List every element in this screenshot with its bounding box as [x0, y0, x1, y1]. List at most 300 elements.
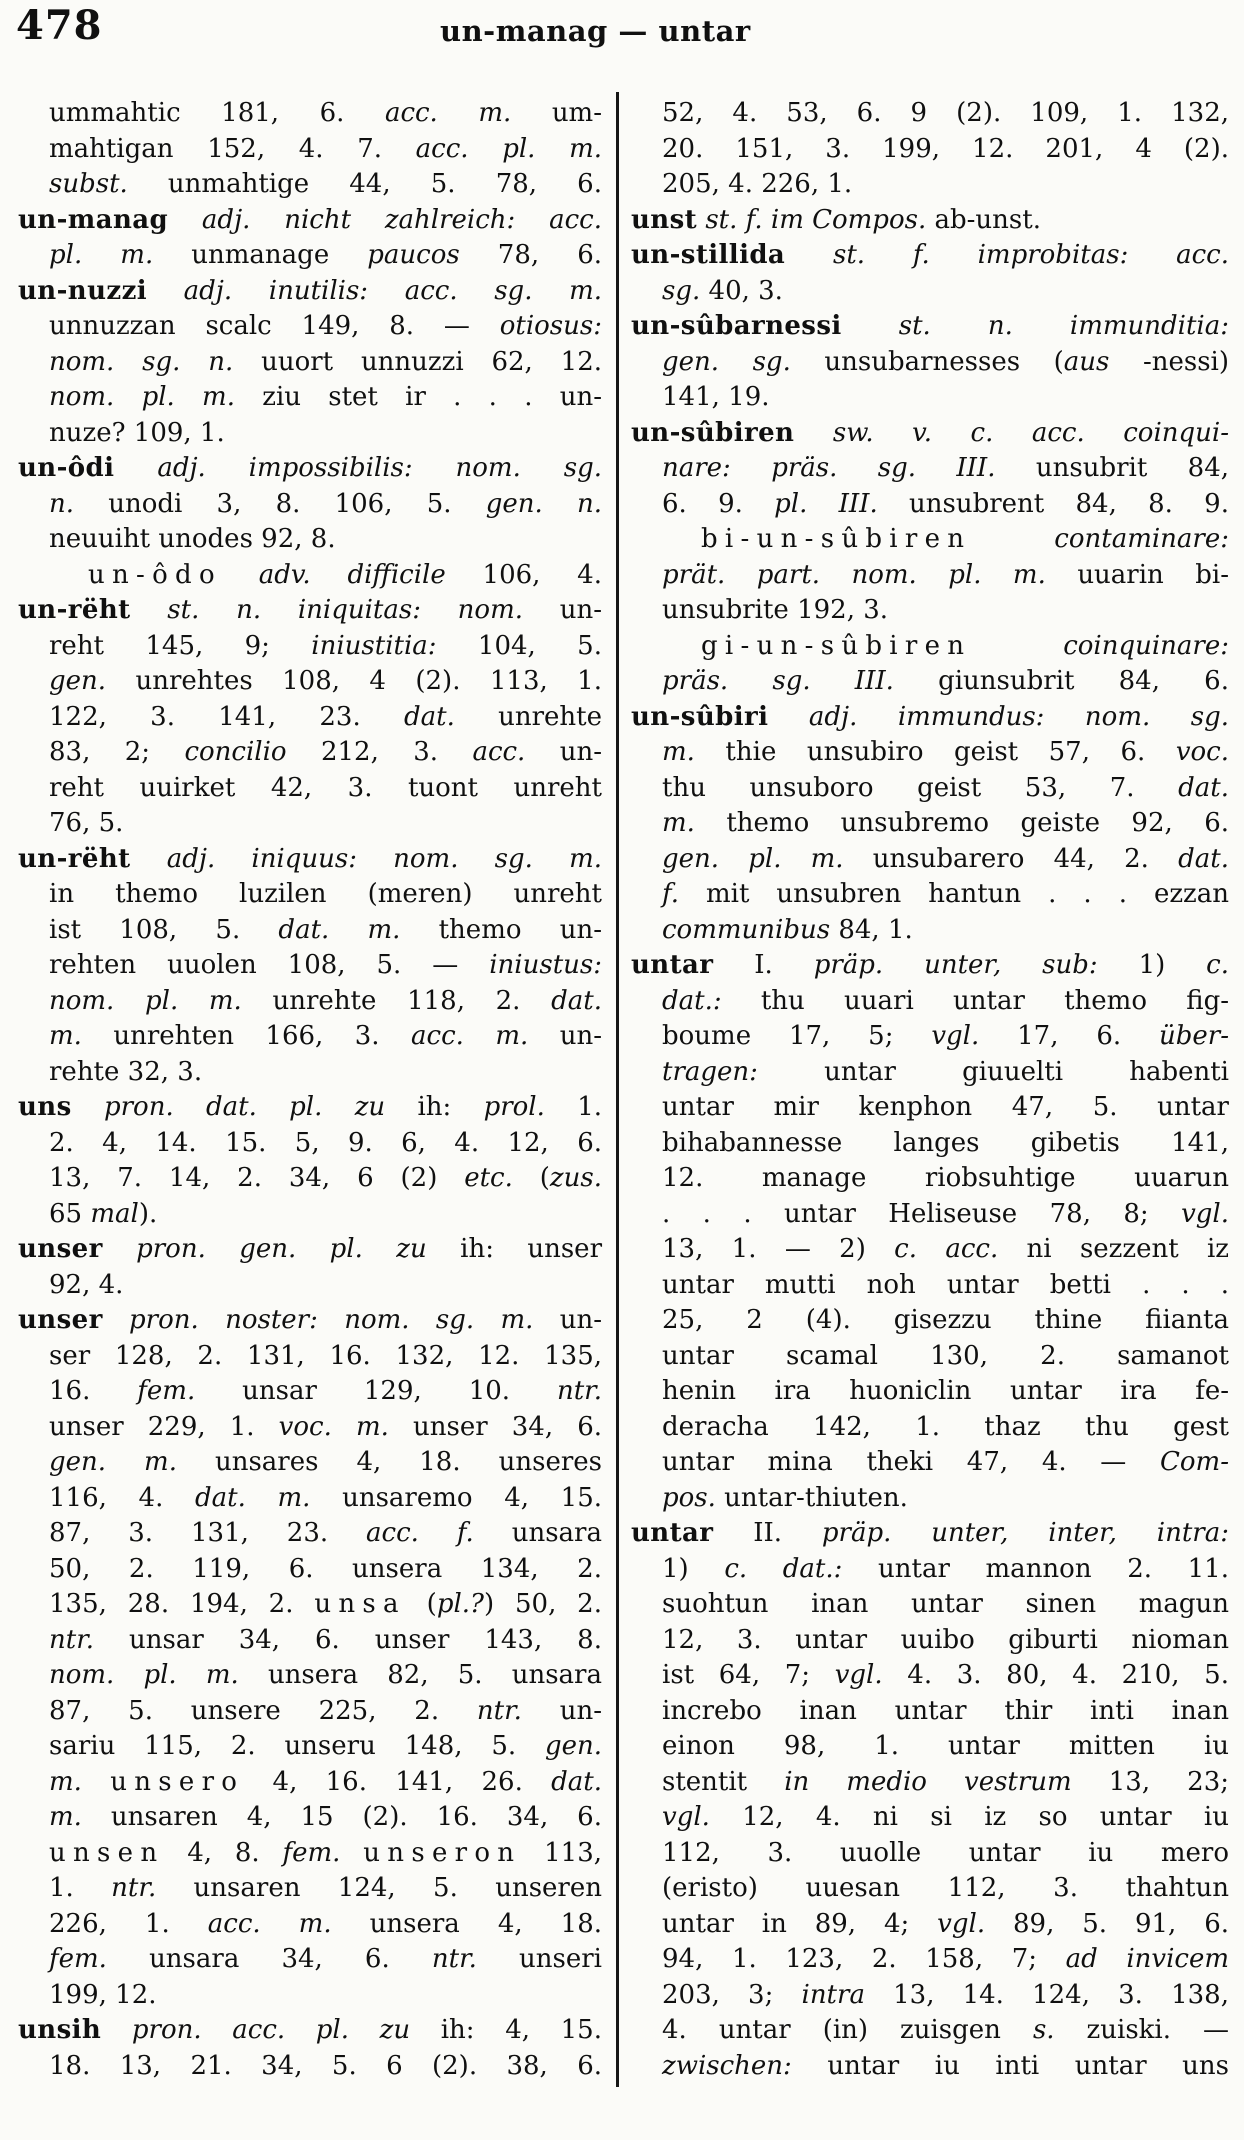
text-run: 4. untar (in) zuisgen: [662, 2015, 1033, 2045]
text-run: unsara 34, 6.: [106, 1944, 432, 1974]
text-run: untar mutti noh untar betti . . .: [662, 1269, 1229, 1300]
text-run: [131, 844, 167, 874]
text-run: unrehtes 108, 4 (2). 113, 1.: [106, 666, 602, 696]
text-run: 16.: [49, 1376, 138, 1406]
text-line: [631, 1303, 1229, 1339]
grammar-label: vgl.: [937, 1908, 986, 1939]
text-run: untar giuuelti habenti: [757, 1056, 1229, 1087]
text-line: [18, 1765, 602, 1801]
text-line: [18, 167, 602, 203]
text-line: [631, 2013, 1229, 2049]
text-run: 65: [49, 1198, 91, 1229]
text-run: thie unsubiro geist 57, 6.: [694, 737, 1176, 767]
grammar-label: intra: [801, 1979, 865, 2010]
grammar-label: fem.: [137, 1376, 196, 1406]
text-line: [18, 1410, 602, 1446]
headword: uns: [18, 1092, 72, 1122]
grammar-label: f.: [662, 879, 679, 909]
text-line: [18, 948, 602, 984]
text-line: [18, 1019, 602, 1055]
text-run: 52, 4. 53, 6. 9 (2). 109, 1. 132,: [662, 98, 1229, 128]
grammar-label: pl. m.: [49, 240, 154, 270]
spaced-word: unsen: [49, 1837, 165, 1868]
grammar-label: n.: [49, 488, 75, 519]
text-line: [18, 2049, 602, 2085]
text-run: 13, 1. — 2): [662, 1234, 895, 1264]
text-run: (eristo) uuesan 112, 3. thahtun: [662, 1873, 1229, 1903]
headword: unsih: [18, 2015, 102, 2045]
text-run: in themo luzilen (meren) unreht: [49, 879, 602, 909]
grammar-label: dat.: [551, 1766, 603, 1797]
grammar-label: gen. pl. m.: [662, 843, 844, 874]
text-line: [631, 238, 1229, 274]
text-line: [18, 380, 602, 416]
text-run: 4, 8.: [164, 1837, 283, 1868]
text-run: unmanage: [153, 240, 368, 270]
grammar-label: acc. f.: [366, 1518, 474, 1548]
text-run: 84, 1.: [830, 914, 913, 945]
text-line: [18, 842, 602, 878]
grammar-label: prät. part. nom. pl. m.: [662, 559, 1046, 590]
headword: unst: [631, 204, 698, 235]
text-run: 104, 5.: [436, 630, 602, 661]
grammar-label: pos.: [662, 1482, 716, 1513]
text-line: [631, 1339, 1229, 1375]
text-run: [114, 453, 157, 483]
grammar-label: m.: [662, 808, 695, 838]
text-line: [631, 1516, 1229, 1552]
text-line: [18, 1516, 602, 1552]
text-line: [631, 96, 1229, 132]
text-run: 113,: [521, 1837, 603, 1868]
text-run: 20. 151, 3. 199, 12. 201, 4 (2).: [662, 133, 1229, 164]
spaced-word: bi-un-sûbiren: [701, 524, 972, 554]
text-line: [18, 487, 602, 523]
text-line: [18, 451, 602, 487]
grammar-label: m.: [49, 1021, 82, 1051]
headword: un-sûbiren: [631, 417, 795, 448]
grammar-label: dat. m.: [278, 914, 401, 945]
running-header: un-manag — untar: [440, 14, 751, 48]
text-run: unrehte: [454, 701, 602, 732]
text-run: 1): [1097, 950, 1207, 980]
text-run: einon 98, 1. untar mitten iu: [662, 1731, 1229, 1761]
text-line: [631, 771, 1229, 807]
text-run: deracha 142, 1. thaz thu gest: [662, 1411, 1229, 1442]
text-run: mahtigan 152, 4. 7.: [49, 133, 416, 164]
headword: un-sûbarnessi: [631, 311, 842, 341]
text-run: unsera 82, 5. unsara: [238, 1660, 602, 1690]
text-run: [340, 1838, 363, 1868]
text-run: ser 128, 2. 131, 16. 132, 12. 135,: [49, 1340, 602, 1371]
text-line: [18, 913, 602, 949]
grammar-label: adv. difficile: [258, 559, 446, 590]
grammar-label: ntr.: [111, 1873, 157, 1903]
text-run: unsara: [473, 1518, 602, 1548]
grammar-label: adj. nicht zahlreich: acc.: [201, 204, 602, 235]
text-run: I.: [713, 950, 814, 980]
text-line: [631, 664, 1229, 700]
column-divider: [616, 92, 619, 2087]
text-run: 116, 4.: [49, 1482, 195, 1513]
text-line: [631, 451, 1229, 487]
text-run: unsubrit 84,: [995, 453, 1230, 483]
text-line: [631, 2049, 1229, 2085]
grammar-label: dat.: [1178, 772, 1229, 803]
spaced-word: unsa: [314, 1589, 406, 1619]
text-run: stentit: [662, 1766, 785, 1797]
grammar-label: vgl.: [1181, 1198, 1229, 1229]
text-run: ab-unst.: [926, 204, 1041, 235]
text-line: [631, 309, 1229, 345]
grammar-label: prol.: [483, 1092, 545, 1122]
grammar-label: c. dat.:: [724, 1553, 843, 1584]
text-run: reht 145, 9;: [49, 630, 312, 661]
text-run: un-: [523, 595, 603, 625]
text-line: [631, 522, 1229, 558]
text-line: [631, 1161, 1229, 1197]
grammar-label: pl.?: [436, 1589, 484, 1619]
grammar-label: gen. m.: [49, 1447, 177, 1477]
grammar-label: dat.: [1178, 843, 1229, 874]
text-line: [631, 1587, 1229, 1623]
text-line: [631, 1871, 1229, 1907]
grammar-label: coinquinare:: [1063, 630, 1229, 661]
text-run: um-: [511, 98, 602, 128]
text-line: [18, 1978, 602, 2014]
text-run: untar mannon 2. 11.: [842, 1553, 1229, 1584]
text-line: [631, 487, 1229, 523]
grammar-label: acc. pl. m.: [415, 133, 603, 164]
grammar-label: voc.: [1175, 737, 1229, 767]
grammar-label: dat.:: [662, 985, 722, 1016]
text-line: [18, 309, 602, 345]
text-line: [631, 1942, 1229, 1978]
text-run: 6. 9.: [662, 488, 775, 519]
text-run: ih:: [385, 1092, 484, 1122]
text-line: [631, 1623, 1229, 1659]
text-run: 12, 3. untar uuibo giburti nioman: [662, 1624, 1229, 1655]
text-run: themo un-: [400, 914, 602, 945]
text-line: [18, 558, 602, 594]
text-line: [631, 274, 1229, 310]
grammar-label: fem.: [49, 1944, 107, 1974]
grammar-label: ntr.: [556, 1376, 603, 1406]
grammar-label: pron. dat. pl. zu: [103, 1092, 386, 1122]
headword: untar: [631, 950, 714, 980]
text-run: thu uuari untar themo fig-: [721, 985, 1229, 1016]
grammar-label: präs. sg. III.: [662, 666, 894, 696]
text-line: [631, 1907, 1229, 1943]
headword: un-sûbiri: [631, 701, 769, 732]
text-run: [131, 595, 168, 625]
grammar-label: st. f. improbitas: acc.: [833, 240, 1230, 270]
grammar-label: mal: [90, 1198, 139, 1229]
text-line: [18, 1481, 602, 1517]
grammar-label: ntr.: [431, 1944, 477, 1974]
grammar-label: paucos: [367, 240, 460, 270]
text-line: [631, 1374, 1229, 1410]
text-line: [18, 1197, 602, 1233]
text-run: unsaremo 4, 15.: [310, 1482, 603, 1513]
text-line: [18, 238, 602, 274]
text-line: [631, 1019, 1229, 1055]
text-run: un-: [521, 1695, 602, 1726]
text-run: 78, 6.: [459, 240, 602, 270]
text-line: [631, 1729, 1229, 1765]
text-run: henin ira huoniclin untar ira fe-: [662, 1376, 1229, 1406]
text-run: 40, 3.: [700, 275, 783, 306]
grammar-label: m.: [49, 1802, 82, 1832]
text-run: 106, 4.: [445, 559, 602, 590]
grammar-label: nom. pl. m.: [49, 985, 242, 1016]
grammar-label: s.: [1032, 2015, 1055, 2045]
grammar-label: adj. iniquus: nom. sg. m.: [166, 843, 602, 874]
text-run: unser 229, 1.: [49, 1411, 279, 1442]
text-run: 1.: [49, 1873, 112, 1903]
text-line: [18, 1374, 602, 1410]
grammar-label: nom. pl. m.: [49, 1660, 239, 1690]
text-run: untar mina theki 47, 4. —: [662, 1447, 1160, 1477]
text-line: [631, 1197, 1229, 1233]
text-run: 1.: [544, 1092, 602, 1122]
text-run: 112, 3. uuolle untar iu mero: [662, 1837, 1229, 1868]
grammar-label: ntr.: [49, 1624, 95, 1655]
text-line: [631, 1126, 1229, 1162]
text-run: untar-thiuten.: [715, 1482, 908, 1513]
grammar-label: subst.: [49, 169, 128, 199]
text-run: 4. 3. 80, 4. 210, 5.: [882, 1660, 1229, 1690]
text-line: [18, 1658, 602, 1694]
text-line: [631, 877, 1229, 913]
grammar-label: otiosus:: [499, 311, 602, 341]
grammar-label: gen.: [544, 1731, 602, 1761]
text-line: [631, 948, 1229, 984]
grammar-label: contaminare:: [1054, 524, 1229, 554]
text-run: 12, 4. ni si iz so untar iu: [709, 1802, 1229, 1832]
grammar-label: st. n. iniquitas: nom.: [167, 595, 523, 625]
text-run: ni sezzent iz: [998, 1234, 1229, 1264]
text-line: [631, 132, 1229, 168]
text-line: [631, 1552, 1229, 1588]
text-line: [18, 1836, 602, 1872]
text-run: ziu stet ir . . . un-: [234, 382, 602, 412]
text-line: [18, 664, 602, 700]
text-line: [18, 416, 602, 452]
text-run: (: [405, 1589, 437, 1619]
headword: unser: [18, 1234, 103, 1264]
text-run: [971, 631, 1063, 661]
text-line: [18, 1445, 602, 1481]
text-run: 122, 3. 141, 23.: [49, 701, 404, 732]
text-run: 12. manage riobsuhtige uuarun: [662, 1163, 1229, 1193]
grammar-label: etc.: [464, 1163, 513, 1193]
text-run: 226, 1.: [49, 1908, 208, 1939]
text-line: [631, 1658, 1229, 1694]
text-run: zuiski. —: [1054, 2015, 1229, 2045]
grammar-label: präp. unter, sub:: [813, 950, 1098, 980]
text-line: [631, 842, 1229, 878]
text-run: uuarin bi-: [1045, 559, 1229, 590]
text-line: [18, 96, 602, 132]
text-line: [631, 167, 1229, 203]
headword: un-ôdi: [18, 453, 115, 483]
text-run: unsubrite 192, 3.: [662, 595, 889, 625]
headword: un-stillida: [631, 240, 786, 270]
text-line: [18, 1694, 602, 1730]
grammar-label: nom. sg. n.: [49, 346, 234, 377]
grammar-label: dat.: [403, 701, 455, 732]
grammar-label: vgl.: [662, 1802, 710, 1832]
grammar-label: acc. m.: [207, 1908, 332, 1939]
grammar-label: iniustitia:: [311, 630, 437, 661]
text-line: [631, 1232, 1229, 1268]
text-run: [785, 240, 833, 270]
text-run: ).: [138, 1198, 158, 1229]
text-run: II.: [713, 1518, 822, 1548]
grammar-label: adj. inutilis: acc. sg. m.: [183, 275, 603, 306]
text-run: [103, 1305, 129, 1335]
grammar-label: m.: [49, 1766, 82, 1797]
grammar-label: c. acc.: [894, 1234, 999, 1264]
text-line: [631, 416, 1229, 452]
text-line: [631, 1978, 1229, 2014]
text-line: [18, 771, 602, 807]
text-line: [18, 593, 602, 629]
text-run: themo unsubremo geiste 92, 6.: [694, 808, 1229, 838]
grammar-label: pl. III.: [774, 488, 878, 519]
text-line: [18, 806, 602, 842]
text-line: [18, 1055, 602, 1091]
text-run: unrehte 118, 2.: [241, 985, 552, 1016]
text-run: 205, 4. 226, 1.: [662, 169, 853, 199]
text-run: 87, 5. unsere 225, 2.: [49, 1695, 477, 1726]
grammar-label: Com-: [1160, 1447, 1229, 1477]
text-run: 4, 16. 141, 26.: [244, 1766, 552, 1797]
grammar-label: gen.: [49, 666, 107, 696]
grammar-label: gen. sg.: [662, 346, 791, 377]
text-line: [18, 1587, 602, 1623]
text-run: boume 17, 5;: [662, 1021, 932, 1051]
text-run: [168, 205, 202, 235]
text-line: [631, 913, 1229, 949]
grammar-label: tragen:: [662, 1056, 758, 1087]
headword: un-manag: [18, 204, 169, 235]
text-run: rehte 32, 3.: [49, 1056, 203, 1087]
grammar-label: in medio vestrum: [784, 1766, 1072, 1797]
text-line: [631, 1481, 1229, 1517]
text-line: [631, 1055, 1229, 1091]
text-run: 50, 2. 119, 6. unsera 134, 2.: [49, 1553, 602, 1584]
text-line: [18, 1871, 602, 1907]
text-run: rehten uuolen 108, 5. —: [49, 950, 490, 980]
text-run: unser 34, 6.: [388, 1411, 602, 1442]
text-line: [18, 1161, 602, 1197]
text-run: unseri: [476, 1944, 602, 1974]
text-run: unsaren 124, 5. unseren: [156, 1873, 602, 1903]
grammar-label: zus.: [549, 1163, 602, 1193]
text-run: ummahtic 181, 6.: [49, 98, 385, 128]
text-run: suohtun inan untar sinen magun: [662, 1589, 1229, 1619]
text-run: 13, 23;: [1071, 1766, 1229, 1797]
text-run: untar scamal 130, 2. samanot: [662, 1340, 1229, 1371]
text-run: 2. 4, 14. 15. 5, 9. 6, 4. 12, 6.: [49, 1127, 602, 1158]
text-line: [631, 380, 1229, 416]
grammar-label: st. n. immunditia:: [898, 311, 1229, 341]
grammar-label: zwischen:: [662, 2050, 792, 2081]
grammar-label: ad invicem: [1065, 1944, 1229, 1974]
grammar-label: fem.: [282, 1837, 341, 1868]
text-run: un-: [525, 737, 602, 767]
text-line: [18, 1090, 602, 1126]
text-run: [82, 1767, 110, 1797]
grammar-label: dat. m.: [195, 1482, 311, 1513]
text-run: ih: 4, 15.: [410, 2015, 602, 2045]
grammar-label: acc. m.: [384, 98, 512, 128]
grammar-label: dat.: [551, 985, 602, 1016]
text-line: [18, 1800, 602, 1836]
text-run: 94, 1. 123, 2. 158, 7;: [662, 1944, 1066, 1974]
text-line: [18, 1907, 602, 1943]
text-line: [631, 1765, 1229, 1801]
text-run: ist 64, 7;: [662, 1660, 835, 1690]
grammar-label: vgl.: [931, 1021, 980, 1051]
text-line: [631, 558, 1229, 594]
spaced-word: unsero: [110, 1766, 245, 1797]
text-line: [18, 1303, 602, 1339]
text-line: [631, 203, 1229, 239]
text-run: uuort unnuzzi 62, 12.: [233, 346, 602, 377]
text-line: [18, 203, 602, 239]
grammar-label: nom. pl. m.: [49, 382, 235, 412]
text-run: un-: [533, 1305, 603, 1335]
text-run: 203, 3;: [662, 1979, 802, 2010]
text-run: neuuiht unodes 92, 8.: [49, 524, 336, 554]
text-line: [18, 1232, 602, 1268]
text-line: [18, 274, 602, 310]
text-run: reht uuirket 42, 3. tuont unreht: [49, 772, 602, 803]
text-run: unmahtige 44, 5. 78, 6.: [127, 169, 602, 199]
text-run: (: [512, 1163, 550, 1193]
text-line: [631, 735, 1229, 771]
text-line: [18, 522, 602, 558]
text-run: unsaren 4, 15 (2). 16. 34, 6.: [81, 1802, 602, 1832]
headword: untar: [631, 1518, 714, 1548]
text-run: unsar 34, 6. unser 143, 8.: [94, 1624, 602, 1655]
text-line: [631, 1694, 1229, 1730]
text-run: 17, 6.: [979, 1021, 1159, 1051]
text-line: [631, 593, 1229, 629]
text-line: [631, 984, 1229, 1020]
text-line: [631, 700, 1229, 736]
text-run: 92, 4.: [49, 1269, 124, 1300]
headword: unser: [18, 1305, 103, 1335]
spaced-word: gi-un-sûbiren: [701, 630, 972, 661]
grammar-label: präp. unter, inter, intra:: [821, 1518, 1229, 1548]
text-run: [794, 418, 833, 448]
grammar-label: nare: präs. sg. III.: [662, 453, 996, 483]
text-line: [18, 1552, 602, 1588]
text-run: ist 108, 5.: [49, 914, 279, 945]
grammar-label: communibus: [662, 914, 831, 945]
grammar-label: pron. gen. pl. zu: [136, 1234, 427, 1264]
text-line: [18, 1126, 602, 1162]
text-line: [18, 877, 602, 913]
text-run: nuze? 109, 1.: [49, 417, 225, 448]
text-run: giunsubrit 84, 6.: [893, 666, 1229, 696]
grammar-label: m.: [662, 737, 695, 767]
grammar-label: über-: [1159, 1021, 1229, 1051]
